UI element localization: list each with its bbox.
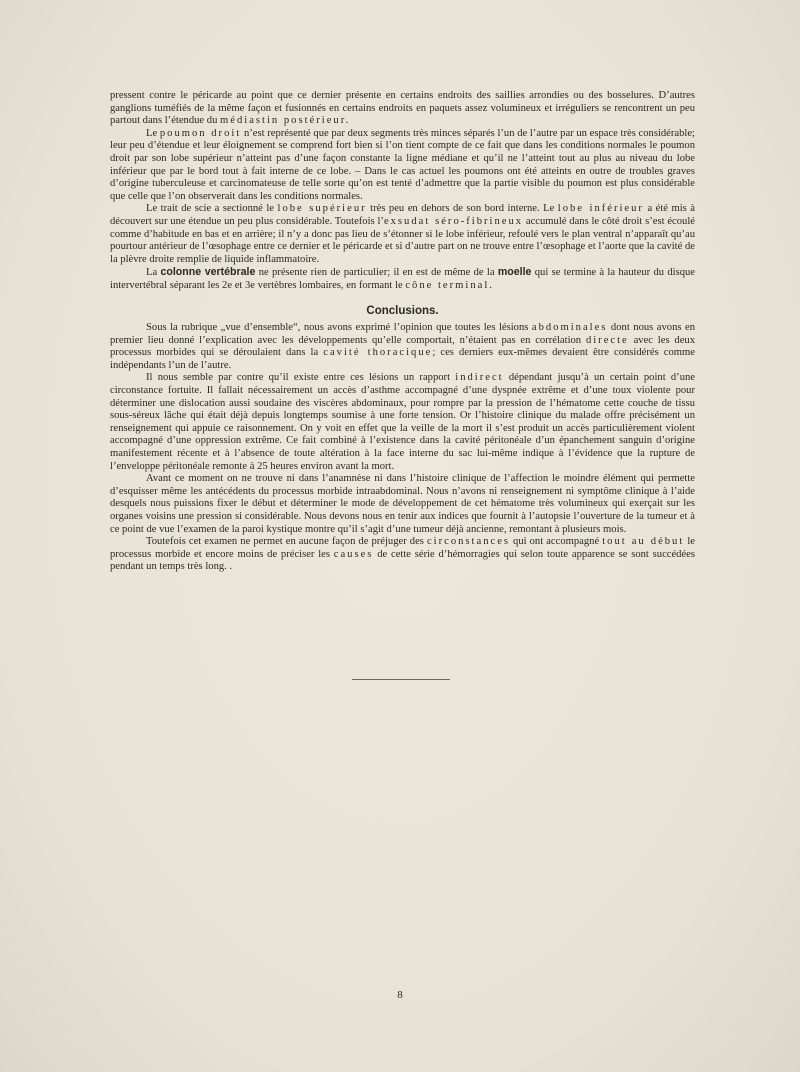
spaced-term: poumon droit <box>159 127 242 139</box>
text-run: de cette série d’hémorragies qui selon toute apparence se sont succédées pendant un temps très long. . <box>110 548 695 573</box>
text-run: Avant ce moment on ne trouve ni dans l’anamnèse ni dans l’histoire clinique de l’affection le moindre élément qui permette d’esquisser même les antécédents du processus morbide intraabdominal. Nous n’avons ni renseignement ni symptôme clinique à l’aide desquels nous puissions fixer le début et déterminer le mode de développement de cet hématome très volumineux qui exerçait sur les organes voisins une pression si considérable. Nous devons nous en tenir aux indices que fournit à l’autopsie l’ouverture de la tumeur et à ce point de vue l’examen de la paroi kystique montre qu’il s’agit d’une tumeur déjà ancienne, remontant à plusieurs mois. <box>110 473 695 535</box>
spaced-term: lobe inférieur <box>557 203 644 215</box>
spaced-term: tout au début <box>602 536 685 548</box>
paragraph <box>110 473 695 536</box>
text-run: très peu en dehors de son bord interne. Le <box>366 203 558 215</box>
text-run: Le <box>146 127 160 139</box>
spaced-term: causes <box>333 548 374 560</box>
paragraph <box>110 372 695 473</box>
paragraph <box>110 203 695 266</box>
bold-term: colonne vertébrale <box>160 266 256 279</box>
text-run: ne présente rien de particulier; il en est de même de la <box>255 267 498 279</box>
text-run: ; ces derniers eux-mêmes devaient être considérés comme indépendants l’un de l’autre. <box>110 347 695 371</box>
spaced-term: cavité thoracique <box>323 347 433 359</box>
spaced-term: médiastin postérieur. <box>220 115 351 127</box>
autopsy-description-text <box>110 90 695 293</box>
paragraph <box>110 266 695 292</box>
end-rule <box>352 679 450 680</box>
paragraph <box>110 322 695 372</box>
spaced-term: indirect <box>455 372 504 384</box>
paragraph <box>110 90 695 128</box>
text-run: Le trait de scie a sectionné le <box>146 203 278 215</box>
text-run: Sous la rubrique „vue d’ensemble“, nous avons exprimé l’opinion que toutes les lésions <box>146 322 532 333</box>
spaced-term: abdominales <box>531 322 608 333</box>
conclusions-heading: Conclusions. <box>366 305 439 317</box>
text-run: Il nous semble par contre qu’il existe entre ces lésions un rapport <box>146 372 456 384</box>
text-run: avec les deux processus morbides qui se déroulaient dans la <box>110 334 695 359</box>
page-number: 8 <box>397 989 403 1001</box>
paragraph <box>110 536 695 574</box>
paragraph <box>110 128 695 204</box>
text-run: n’est représenté que par deux segments très minces séparés l’un de l’autre par un espace très considérable; leur peu d’étendue et leur éloignement se comprend fort bien si l’on tient compte de ce fait que dans les conditions normales le poumon droit par son lobe supérieur n’atteint pas d’une façon constante la ligne médiane et qu’il ne l’atteint tout au plus au niveau du lobe inférieur que par le bord tout à fait interne de ce lobe. – Dans le cas actuel les poumons ont été atteints en outre de troubles graves d’origine tuberculeuse et carcinomateuse de telle sorte qu’on est tenté d’admettre que la partie visible du poumon est plus considérable que celle que l’on observerait dans les conditions normales. <box>110 127 696 202</box>
text-run: qui se termine à la hauteur du disque intervertébral séparant les 2e et 3e vertèbres lombaires, en formant le <box>110 267 696 291</box>
text-run: pressent contre le péricarde au point que ce dernier présente en certains endroits des saillies arrondies ou des bosselures. D’autres ganglions tuméfiés de la même façon et fusionnés en certains endroits en paquets assez volumineux et irréguliers se rencontrent un peu partout dans l’étendue du <box>110 90 695 127</box>
text-run: accumulé dans le côté droit s’est écoulé comme d’habitude en bas et en arrière; il n’y a donc pas lieu de s’étonner si le lobe inférieur, refoulé vers le plan ventral n’apparaît qu’au pourtour antérieur de l’œsophage entre ce dernier et le péricarde et si d’autre part on ne trouve entre l’œsophage et l’aorte que la cavité de la plèvre droite remplie de liquide inflammatoire. <box>110 215 696 265</box>
text-run: a été mis à découvert sur une étendue un peu plus considérable. Toutefois l’ <box>110 203 695 227</box>
text-run: le processus morbide et encore moins de préciser les <box>110 536 695 560</box>
bold-term: moelle <box>497 266 532 279</box>
spaced-term: cône terminal. <box>405 279 494 291</box>
text-run: qui ont accompagné <box>510 536 603 548</box>
text-run: La <box>146 267 161 279</box>
spaced-term: circonstances <box>426 536 511 548</box>
conclusions-text <box>110 322 695 574</box>
spaced-term: lobe supérieur <box>277 203 367 215</box>
spaced-term: exsudat séro-fibrineux <box>383 215 524 227</box>
spaced-term: directe <box>585 334 629 346</box>
text-run: dépendant jusqu’à un certain point d’une circonstance fortuite. Il fallait nécessairement un accès d’asthme accompagné d’une dyspnée extrême et d’une toux violente pour déterminer une dislocation aussi soudaine des viscères abdominaux, pour rompre par la pression de l’hématome cette couche de tissu sous-séreux lâche qui était déjà depuis longtemps soumise à une forte tension. Or l’histoire clinique du malade offre précisément un renseignement qui appuie ce raisonnement. On y voit en effet que la veille de la mort il s’est produit un accès particulièrement violent accompagné d’une oppression extrême. Ce fait combiné à l’existence dans la cavité péritonéale d’un épanchement sanguin d’origine manifestement récente et à l’absence de toute altération à la face interne du sac lui-même indique à l’évidence que la rupture de l’enveloppe péritonéale remonte à 25 heures environ avant la mort. <box>110 372 695 472</box>
text-run: Toutefois cet examen ne permet en aucune façon de préjuger des <box>146 536 427 548</box>
text-run: dont nous avons en premier lieu donné l’explication avec les développements qu’elle comportait, n’étaient pas en corrélation <box>110 322 695 346</box>
